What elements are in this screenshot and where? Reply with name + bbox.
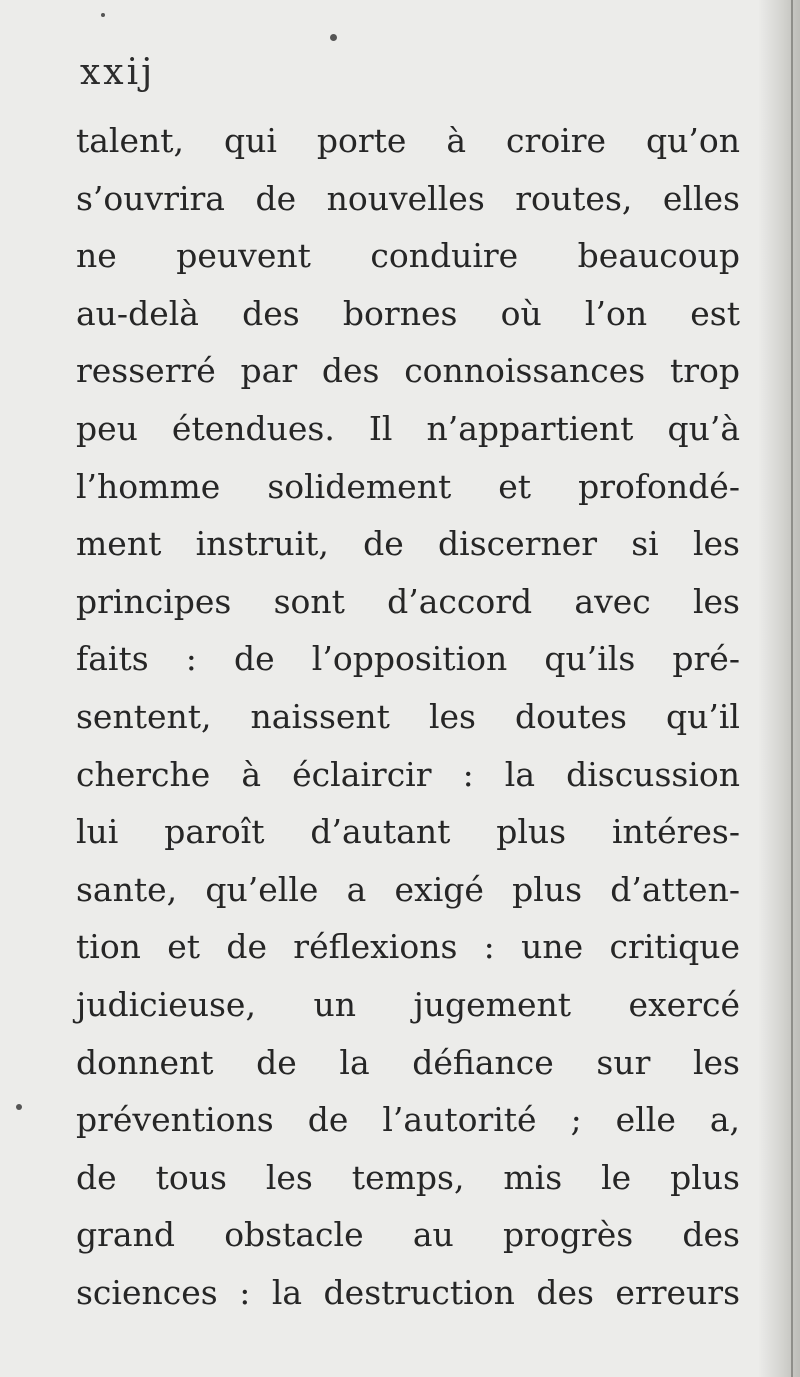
text-line: judicieuse, un jugement exercé [76, 984, 740, 1024]
text-line: sciences : la destruction des erreurs [76, 1272, 740, 1312]
text-line: sante, qu’elle a exigé plus d’atten- [76, 869, 740, 909]
page-gutter-shadow [758, 0, 800, 1377]
page-number: xxij [80, 52, 156, 93]
page-edge-line [791, 0, 793, 1377]
text-line: lui paroît d’autant plus intéres- [76, 812, 740, 852]
text-line: préventions de l’autorité ; elle a, [76, 1100, 740, 1140]
text-line: au-delà des bornes où l’on est [76, 293, 740, 333]
text-line: resserré par des connoissances trop [76, 351, 740, 391]
text-line: faits : de l’opposition qu’ils pré- [76, 639, 740, 679]
text-line: de tous les temps, mis le plus [76, 1157, 740, 1197]
text-line: s’ouvrira de nouvelles routes, elles [76, 178, 740, 218]
text-line: donnent de la défiance sur les [76, 1042, 740, 1082]
body-text [76, 112, 740, 1321]
text-line: tion et de réflexions : une critique [76, 927, 740, 967]
text-line: cherche à éclaircir : la discussion [76, 754, 740, 794]
text-line: l’homme solidement et profondé- [76, 466, 740, 506]
text-line: sentent, naissent les doutes qu’il [76, 696, 740, 736]
text-line: ne peuvent conduire beaucoup [76, 236, 740, 276]
text-line: talent, qui porte à croire qu’on [76, 121, 740, 160]
text-line: ment instruit, de discerner si les [76, 524, 740, 564]
text-line: peu étendues. Il n’appartient qu’à [76, 408, 740, 448]
text-line: grand obstacle au progrès des [76, 1215, 740, 1255]
text-line: principes sont d’accord avec les [76, 581, 740, 621]
